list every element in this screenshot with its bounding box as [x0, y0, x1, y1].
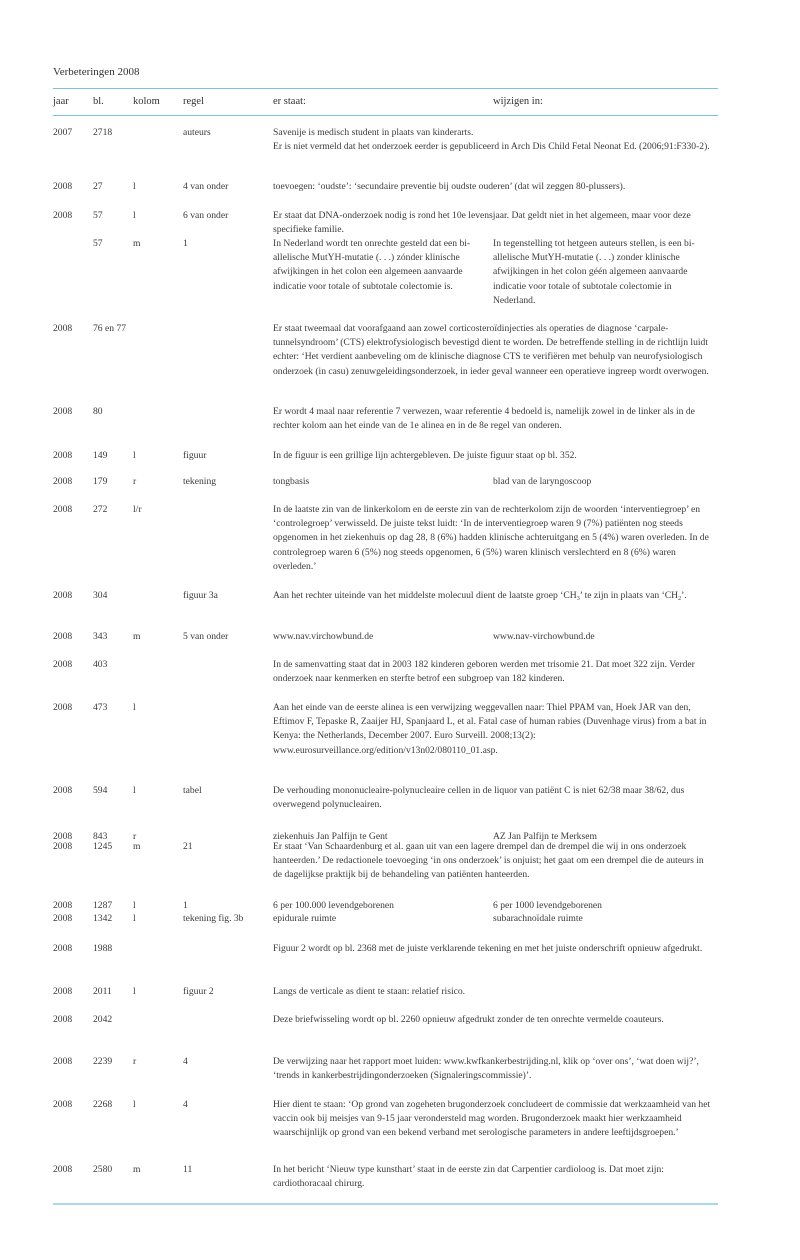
column-cell: m: [133, 238, 141, 249]
page-title: Verbeteringen 2008: [53, 66, 140, 78]
page-cell: 2268: [93, 1099, 113, 1110]
column-header-er-staat: er staat:: [273, 96, 306, 107]
page-cell: 594: [93, 785, 108, 796]
column-cell: m: [133, 1164, 141, 1175]
line-cell: 11: [183, 1164, 193, 1175]
year-cell: 2008: [53, 702, 73, 713]
year-cell: 2008: [53, 1164, 73, 1175]
column-header-jaar: jaar: [53, 96, 69, 107]
subscript: 3: [576, 596, 580, 602]
er-staat-text: 6 per 100.000 levendgeborenen: [273, 900, 394, 911]
correction-text: Deze briefwisseling wordt op bl. 2260 opnieuw afgedrukt zonder de ten onrechte vermelde coauteurs.: [273, 1014, 664, 1025]
page-cell: 2011: [93, 986, 112, 997]
wijzigen-in-text: 6 per 1000 levendgeborenen: [493, 900, 602, 911]
correction-text: Er staat tweemaal dat voorafgaand aan zowel corticosteroïdinjecties als operaties de diagnose ‘carpale-tunnelsyndroom’ (CTS) elektrofysiologisch bevestigd dient te worden. De betreffende stelling in de richtlijn luidt echter: ‘Het verdient aanbeveling om de klinische diagnose CTS te verifiëren met behulp van neurofysiologisch onderzoek (in casu) zenuwgeleidingsonderzoek, in ieder geval wanneer een operatieve ingreep wordt overwogen.: [273, 323, 709, 377]
er-staat-text: In Nederland wordt ten onrechte gesteld dat een bi-allelische MutYH-mutatie (. . .) zónder klinische afwijkingen in het colon een algemeen aanvaarde indicatie voor totale of subtotale colectomie is.: [273, 238, 471, 292]
correction-text: Er wordt 4 maal naar referentie 7 verwezen, waar referentie 4 bedoeld is, namelijk zowel in de linker als in de rechter kolom aan het einde van de 1e alinea en in de 8e regel van onderen.: [273, 406, 695, 432]
year-cell: 2008: [53, 1056, 73, 1067]
correction-text: In de figuur is een grillige lijn achtergebleven. De juiste figuur staat op bl. 352.: [273, 450, 577, 461]
year-cell: 2008: [53, 831, 73, 842]
line-cell: tekening: [183, 476, 217, 487]
line-cell: tekening fig. 3b: [183, 913, 244, 924]
page-cell: 1245: [93, 841, 113, 852]
page-cell: 403: [93, 659, 108, 670]
year-cell: 2008: [53, 1099, 73, 1110]
correction-text: Savenije is medisch student in plaats van kinderarts. Er is niet vermeld dat het onderzoek eerder is gepubliceerd in Arch Dis Child Fetal Neonat Ed. (2006;91:F330-2).: [273, 127, 710, 153]
wijzigen-in-text: subarachnoïdale ruimte: [493, 913, 583, 924]
correction-text: In de laatste zin van de linkerkolom en de eerste zin van de rechterkolom zijn de woorden ‘interventiegroep’ en ‘controlegroep’ verwisseld. De juiste tekst luidt: ‘In de interventiegroep waren 9 (7%) patiënten nog steeds opgenomen in het ziekenhuis op dag 28, 8 (6%) hadden klinische achteruitgang en 5 (4%) waren overleden. In de controlegroep waren 6 (5%) nog steeds opgenomen, 6 (5%) waren klinisch verslechterd en 8 (6%) waren overleden.’: [273, 504, 709, 572]
year-cell: 2008: [53, 986, 73, 997]
column-cell: l: [133, 1099, 136, 1110]
column-cell: r: [133, 476, 137, 487]
year-cell: 2008: [53, 659, 73, 670]
column-cell: l: [133, 450, 136, 461]
line-cell: figuur: [183, 450, 207, 461]
wijzigen-in-text: In tegenstelling tot hetgeen auteurs stellen, is een bi-allelische MutYH-mutatie (. . .) zonder klinische afwijkingen in het colon géén algemeen aanvaarde indicatie voor totale of subtotale colectomie in Nederland.: [493, 238, 695, 306]
line-cell: 1: [183, 238, 188, 249]
correction-text: Er staat ‘Van Schaardenburg et al. gaan uit van een lagere drempel dan de drempel die wij in ons onderzoek hanteerden.’ De redactionele toevoeging ‘in ons onderzoek’ is onjuist; het gaat om een drempel die de auteurs in de dagelijkse praktijk bij de behandeling van patiënten hanteerden.: [273, 841, 704, 881]
text-fragment: ’ te zijn in plaats van ‘CH: [579, 590, 679, 601]
column-cell: l: [133, 785, 136, 796]
year-cell: 2007: [53, 127, 73, 138]
wijzigen-in-text: AZ Jan Palfijn te Merksem: [493, 831, 597, 842]
subscript: 2: [678, 596, 682, 602]
wijzigen-in-text: blad van de laryngoscoop: [493, 476, 592, 487]
correction-text: De verhouding mononucleaire-polynucleaire cellen in de liquor van patiënt C is niet 62/38 maar 38/62, dus overwegend polynucleairen.: [273, 785, 685, 811]
year-cell: 2008: [53, 1014, 73, 1025]
page-cell: 2580: [93, 1164, 113, 1175]
wijzigen-in-text: www.nav-virchowbund.de: [493, 631, 595, 642]
er-staat-text: www.nav.virchowbund.de: [273, 631, 374, 642]
year-cell: 2008: [53, 476, 73, 487]
er-staat-text: tongbasis: [273, 476, 310, 487]
line-cell: tabel: [183, 785, 202, 796]
line-cell: 4: [183, 1099, 188, 1110]
er-staat-text: ziekenhuis Jan Palfijn te Gent: [273, 831, 388, 842]
year-cell: 2008: [53, 943, 73, 954]
correction-text: Figuur 2 wordt op bl. 2368 met de juiste verklarende tekening en met het juiste onderschrift opnieuw afgedrukt.: [273, 943, 703, 954]
correction-text: Hier dient te staan: ‘Op grond van zogeheten brugonderzoek concludeert de commissie dat werkzaamheid van het vaccin ook bij meisjes van 9-15 jaar verondersteld mag worden. Brugonderzoek maakt hier werkzaamheid waarschijnlijk op grond van een bekend verband met serologische parameters in andere leeftijdsgroepen.’: [273, 1099, 711, 1139]
line-cell: 4 van onder: [183, 181, 229, 192]
line-cell: figuur 2: [183, 986, 214, 997]
column-cell: r: [133, 1056, 137, 1067]
page-cell: 2042: [93, 1014, 113, 1025]
page-cell: 343: [93, 631, 108, 642]
page-cell: 1342: [93, 913, 113, 924]
text-fragment: ’.: [681, 590, 687, 601]
line-cell: 5 van onder: [183, 631, 229, 642]
column-cell: l/r: [133, 504, 142, 515]
line-cell: 4: [183, 1056, 188, 1067]
er-staat-text: epidurale ruimte: [273, 913, 337, 924]
column-cell: r: [133, 831, 137, 842]
year-cell: 2008: [53, 181, 73, 192]
header-top-rule: [53, 88, 718, 89]
correction-text: Aan het einde van de eerste alinea is een verwijzing weggevallen naar: Thiel PPAM van, Hoek JAR van den, Eftimov F, Tepaske R, Zaaijer HJ, Spanjaard L, et al. Fatal case of human rabies (Duvenhage virus) from a bat in Kenya: the Netherlands, December 2007. Euro Surveill. 2008;13(2): www.eurosurveillance.org/edition/v13n02/080110_01.asp.: [273, 702, 707, 756]
correction-text: [273, 589, 713, 606]
text-fragment: Aan het rechter uiteinde van het middelste molecuul dient de laatste groep ‘CH: [273, 590, 577, 601]
year-cell: 2008: [53, 900, 73, 911]
column-cell: l: [133, 181, 136, 192]
correction-text: Langs de verticale as dient te staan: relatief risico.: [273, 986, 466, 997]
year-cell: 2008: [53, 590, 73, 601]
column-cell: m: [133, 631, 141, 642]
correction-text: Er staat dat DNA-onderzoek nodig is rond het 10e levensjaar. Dat geldt niet in het algemeen, maar voor deze specifieke familie.: [273, 210, 691, 236]
column-header-bl: bl.: [93, 96, 104, 107]
year-cell: 2008: [53, 323, 73, 334]
year-cell: 2008: [53, 913, 73, 924]
table-bottom-rule: [53, 1203, 718, 1205]
column-cell: l: [133, 986, 136, 997]
year-cell: 2008: [53, 785, 73, 796]
column-header-regel: regel: [183, 96, 204, 107]
column-header-wijzigen-in: wijzigen in:: [493, 96, 543, 107]
correction-text: In de samenvatting staat dat in 2003 182 kinderen geboren werden met trisomie 21. Dat moet 322 zijn. Verder onderzoek naar kenmerken en sterfte betrof een subgroep van 182 kinderen.: [273, 659, 695, 685]
page-cell: 2718: [93, 127, 113, 138]
correction-text: In het bericht ‘Nieuw type kunsthart’ staat in de eerste zin dat Carpentier cardioloog is. Dat moet zijn: cardiothoracaal chirurg.: [273, 1164, 664, 1190]
page-cell: 473: [93, 702, 108, 713]
year-cell: 2008: [53, 504, 73, 515]
column-cell: m: [133, 841, 141, 852]
year-cell: 2008: [53, 450, 73, 461]
line-cell: 21: [183, 841, 193, 852]
page-cell: 57: [93, 238, 103, 249]
column-cell: l: [133, 913, 136, 924]
year-cell: 2008: [53, 631, 73, 642]
page-cell: 843: [93, 831, 108, 842]
year-cell: 2008: [53, 210, 73, 221]
line-cell: 1: [183, 900, 188, 911]
year-cell: 2008: [53, 406, 73, 417]
column-header-kolom: kolom: [133, 96, 160, 107]
page-cell: 27: [93, 181, 103, 192]
page-cell: 1988: [93, 943, 113, 954]
page-cell: 149: [93, 450, 108, 461]
column-cell: l: [133, 702, 136, 713]
page-cell: 57: [93, 210, 103, 221]
page-cell: 76 en 77: [93, 323, 127, 334]
line-cell: figuur 3a: [183, 590, 218, 601]
page-cell: 304: [93, 590, 108, 601]
page-cell: 80: [93, 406, 103, 417]
column-cell: l: [133, 210, 136, 221]
correction-text: De verwijzing naar het rapport moet luiden: www.kwfkankerbestrijding.nl, klik op ‘over ons’, ‘wat doen wij?’, ‘trends in kankerbestrijdingonderzoeken (Signaleringscommissie)’.: [273, 1056, 699, 1082]
page-cell: 1287: [93, 900, 113, 911]
page-cell: 272: [93, 504, 108, 515]
page-cell: 179: [93, 476, 108, 487]
column-cell: l: [133, 900, 136, 911]
correction-text: toevoegen: ‘oudste’: ‘secundaire preventie bij oudste ouderen’ (dat wil zeggen 80-plussers).: [273, 181, 626, 192]
header-bottom-rule: [53, 115, 718, 116]
page-cell: 2239: [93, 1056, 113, 1067]
line-cell: 6 van onder: [183, 210, 229, 221]
line-cell: auteurs: [183, 127, 211, 138]
year-cell: 2008: [53, 841, 73, 852]
